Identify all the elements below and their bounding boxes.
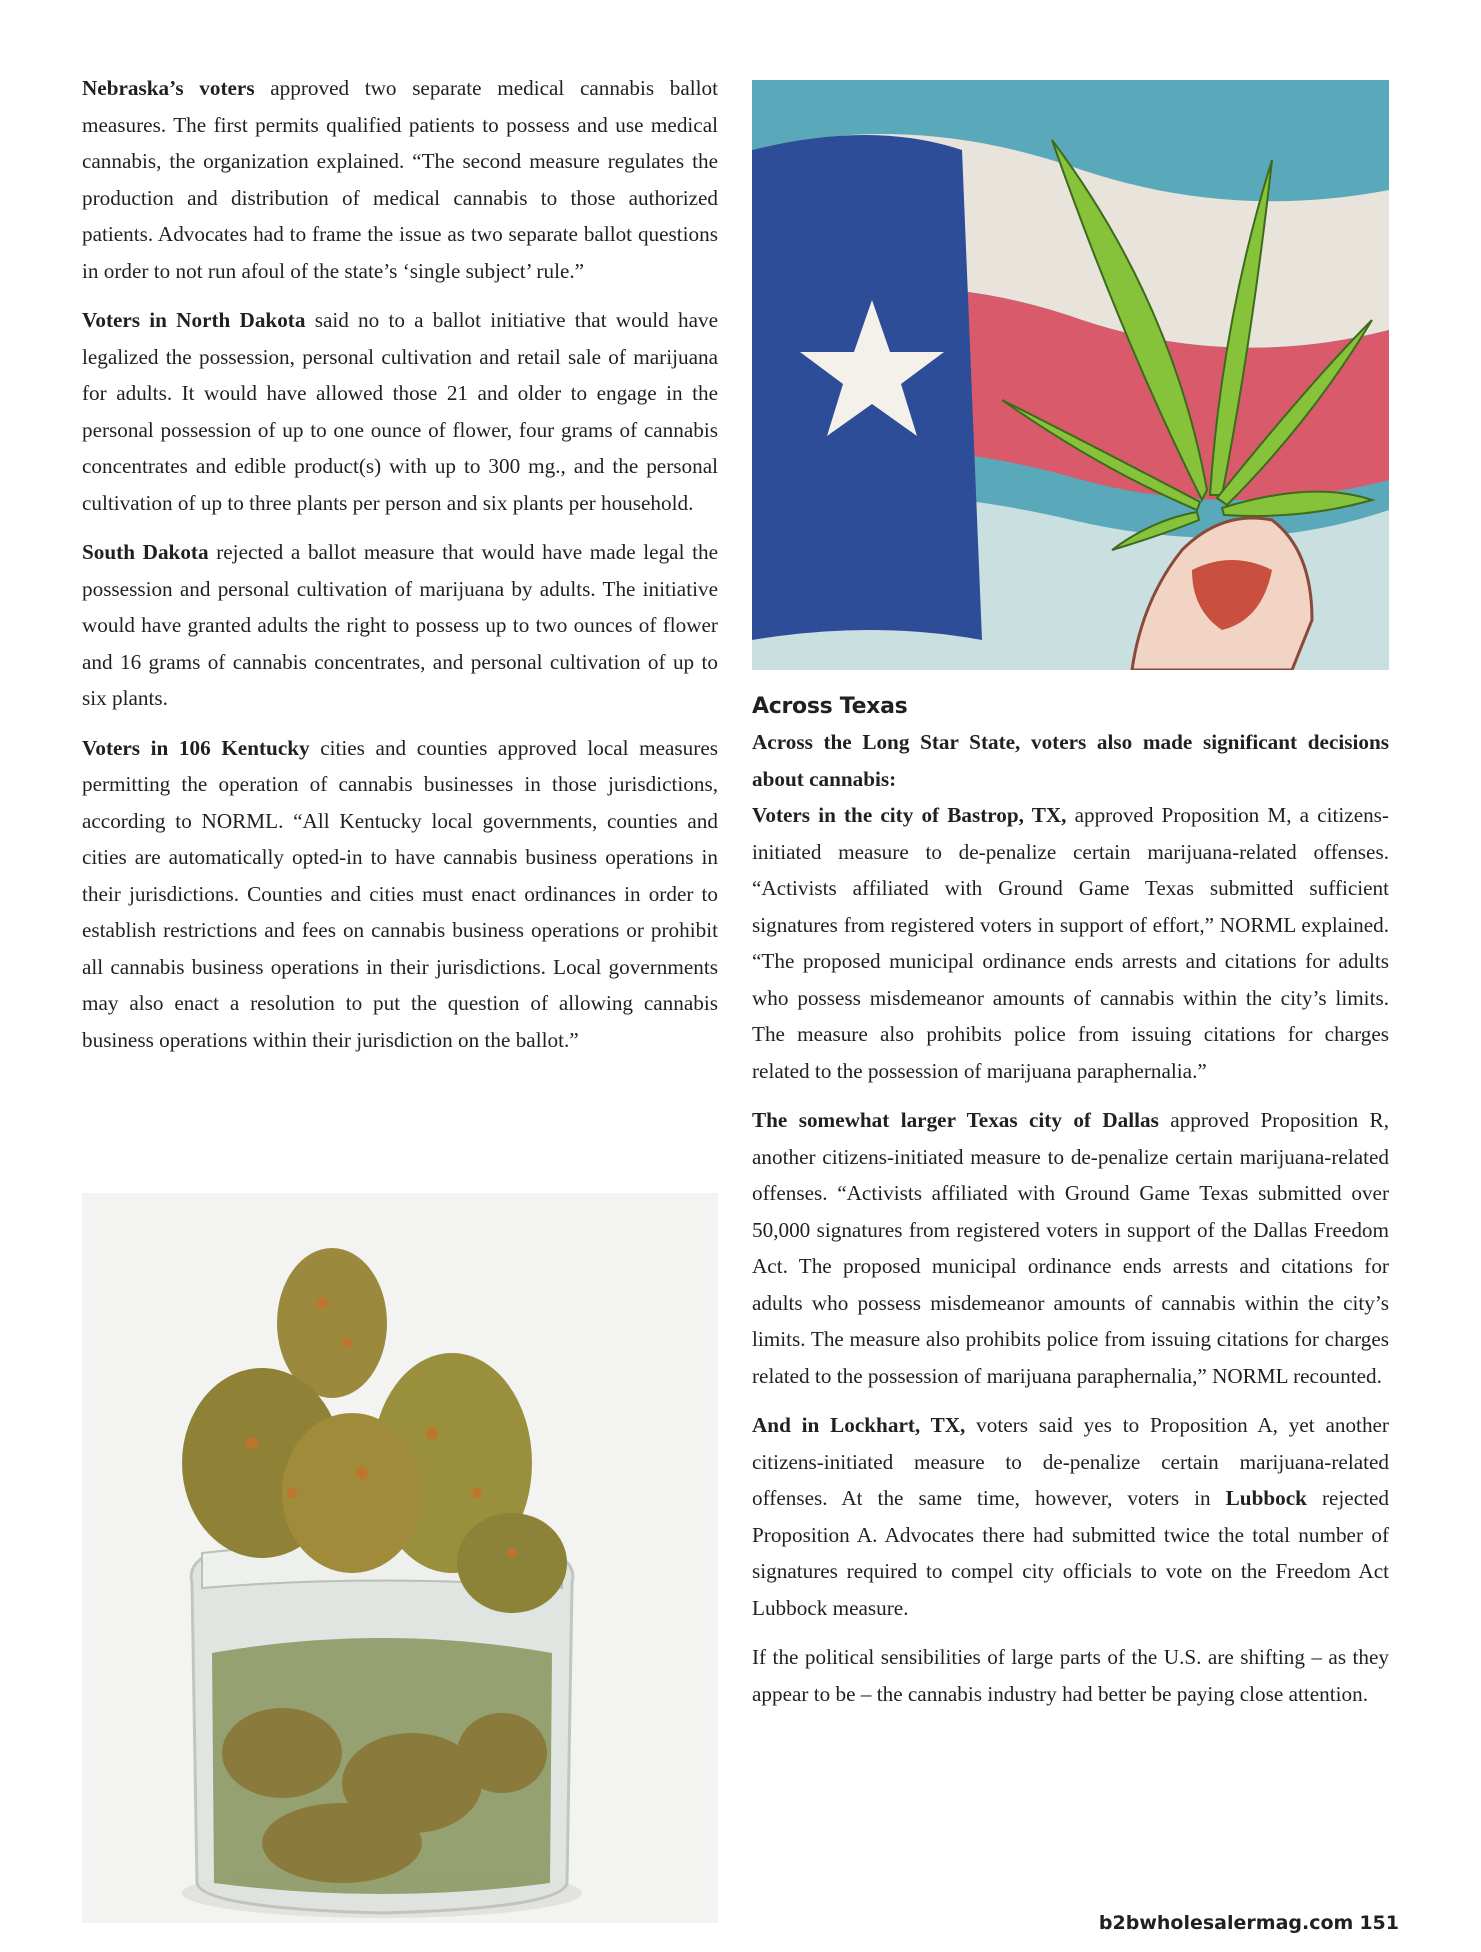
paragraph-bastrop — [752, 797, 1389, 1089]
lede-paragraph: Across the Long Star State, voters also made significant decisions about cannabis: — [752, 730, 1389, 791]
text-lockhart-b: rejected Proposition A. Advocates there had submitted twice the total number of signatures required to compel city officials to vote on the Freedom Act Lubbock measure. — [752, 1486, 1389, 1620]
text-north-dakota: said no to a ballot initiative that would have legalized the possession, personal cultivation and retail sale of marijuana for adults. It would have allowed those 21 and older to engage in the personal possession of up to one ounce of flower, four grams of cannabis concentrates and edible product(s) with up to 300 mg., and the personal cultivation of up to three plants per person and six plants per household. — [82, 308, 718, 515]
jar-photo-svg — [82, 1193, 718, 1923]
page-number: 151 — [1359, 1912, 1399, 1934]
lead-in-south-dakota: South Dakota — [82, 540, 209, 564]
text-south-dakota: rejected a ballot measure that would have made legal the possession and personal cultivation of marijuana by adults. The initiative would have granted adults the right to possess up to two ounces of flower and 16 grams of cannabis concentrates, and personal cultivation of up to six plants. — [82, 540, 718, 710]
paragraph-lockhart — [752, 1407, 1389, 1626]
left-column — [82, 70, 718, 1071]
right-column — [752, 692, 1389, 1725]
lead-in-kentucky: Voters in 106 Kentucky — [82, 735, 310, 760]
lead-in-bastrop: Voters in the city of Bastrop, TX, — [752, 803, 1067, 827]
paragraph-conclusion: If the political sensibilities of large parts of the U.S. are shifting – as they appear to be – the cannabis industry had better be paying close attention. — [752, 1645, 1389, 1706]
text-bastrop: approved Proposition M, a citizens-initiated measure to de-penalize certain marijuana-related offenses. “Activists affiliated with Ground Game Texas submitted sufficient signatures from registered voters in support of effort,” NORML explained. “The proposed municipal ordinance ends arrests and citations for adults who possess misdemeanor amounts of cannabis within the city’s limits. The measure also prohibits police from issuing citations for charges related to the possession of marijuana paraphernalia.” — [752, 803, 1389, 1083]
paragraph-dallas — [752, 1102, 1389, 1394]
paragraph-north-dakota — [82, 302, 718, 521]
lead-in-north-dakota: Voters in North Dakota — [82, 308, 306, 332]
lead-in-dallas: The somewhat larger Texas city of Dallas — [752, 1108, 1159, 1132]
paragraph-south-dakota — [82, 534, 718, 717]
section-heading-across-texas: Across Texas — [752, 694, 908, 719]
site-name: b2bwholesalermag.com — [1098, 1912, 1354, 1934]
texas-flag-illustration — [752, 80, 1389, 670]
page-footer — [1099, 1912, 1399, 1934]
paragraph-nebraska — [82, 70, 718, 289]
text-nebraska: approved two separate medical cannabis ballot measures. The first permits qualified patients to possess and use medical cannabis, the organization explained. “The second measure regulates the production and distribution of medical cannabis to those authorized patients. Advocates had to frame the issue as two separate ballot questions in order to not run afoul of the state’s ‘single subject’ rule.” — [82, 76, 719, 283]
paragraph-kentucky — [82, 730, 718, 1059]
text-dallas: approved Proposition R, another citizens-initiated measure to de-penalize certain marijuana-related offenses. “Activists affiliated with Ground Game Texas submitted over 50,000 signatures from registered voters in support of the Dallas Freedom Act. The proposed municipal ordinance ends arrests and citations for adults who possess misdemeanor amounts of cannabis within the city’s limits. The measure also prohibits police from issuing citations for charges related to the possession of marijuana paraphernalia,” NORML recounted. — [752, 1108, 1389, 1388]
lead-in-lockhart: And in Lockhart, TX, — [752, 1413, 966, 1437]
text-lockhart-a: voters said yes to Proposition A, yet another citizens-initiated measure to de-penalize certain marijuana-related offenses. At the same time, however, voters in — [752, 1413, 1389, 1510]
flag-illustration-svg — [752, 80, 1389, 670]
lead-in-nebraska: Nebraska’s voters — [82, 76, 255, 100]
cannabis-jar-photo — [82, 1193, 718, 1923]
lead-in-lubbock: Lubbock — [1225, 1486, 1307, 1510]
text-kentucky: cities and counties approved local measures permitting the operation of cannabis businesses in those jurisdictions, according to NORML. “All Kentucky local governments, counties and cities are automatically opted-in to have cannabis business operations in their jurisdictions. Counties and cities must enact ordinances in order to establish restrictions and fees on cannabis business operations or prohibit all cannabis business operations in their jurisdictions. Local governments may also enact a resolution to put the question of allowing cannabis business operations within their jurisdiction on the ballot.” — [82, 735, 718, 1052]
